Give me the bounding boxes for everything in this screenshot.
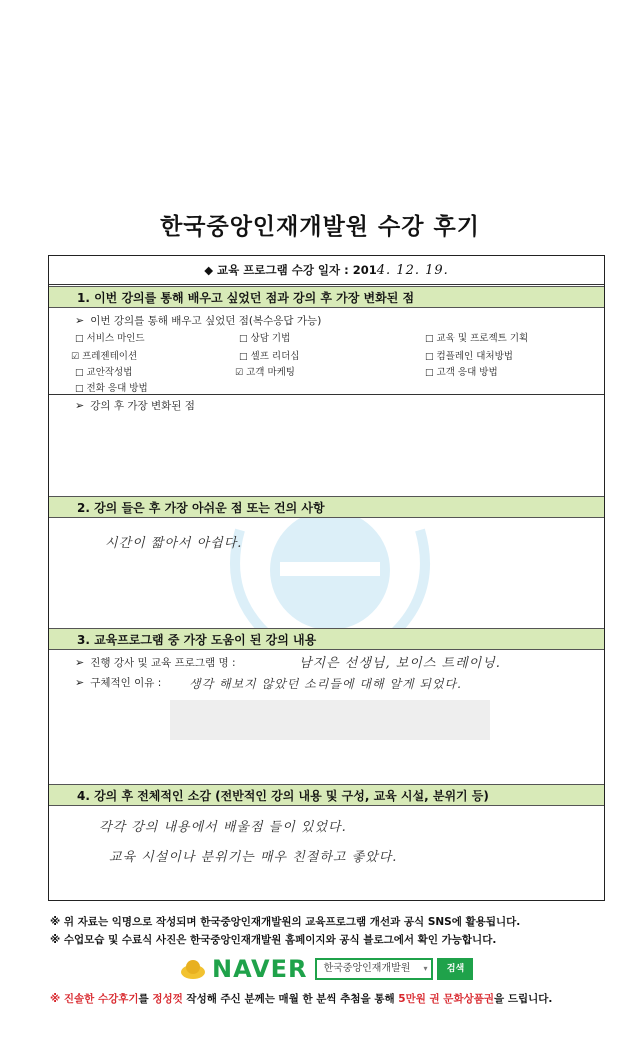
checkbox-icon: □ bbox=[425, 334, 434, 344]
section4-answer-line2: 교육 시설이나 분위기는 매우 친절하고 좋았다. bbox=[109, 850, 398, 865]
option-service-mind[interactable]: □ 서비스 마인드 bbox=[75, 333, 145, 344]
chevron-down-icon: ▾ bbox=[423, 964, 428, 973]
naver-search-input[interactable] bbox=[315, 958, 433, 980]
reason-answer: 생각 해보지 않았던 소리들에 대해 알게 되었다. bbox=[189, 677, 462, 691]
section1-sub1 bbox=[75, 313, 321, 328]
section3-instructor bbox=[75, 655, 236, 670]
option-customer-service[interactable]: □ 고객 응대 방법 bbox=[425, 367, 498, 378]
section3-heading: 3. 교육프로그램 중 가장 도움이 된 강의 내용 bbox=[49, 628, 604, 650]
section2-heading: 2. 강의 들은 후 가장 아쉬운 점 또는 건의 사항 bbox=[49, 496, 604, 518]
section1-sub2 bbox=[75, 398, 195, 413]
arrow-icon: ➢ bbox=[75, 314, 85, 327]
page-title: 한국중앙인재개발원 수강 후기 bbox=[160, 214, 480, 240]
footnote-photos: ※ 수업모습 및 수료식 사진은 한국중앙인재개발원 홈페이지와 공식 블로그에서 확인 가능합니다. bbox=[50, 934, 497, 946]
instructor-answer: 남지은 선생님, 보이스 트레이닝. bbox=[299, 656, 501, 671]
arrow-icon: ➢ bbox=[75, 399, 85, 412]
option-education-planning[interactable]: □ 교육 및 프로젝트 기획 bbox=[425, 333, 529, 344]
arrow-icon: ➢ bbox=[75, 676, 85, 689]
checkbox-icon: □ bbox=[75, 334, 84, 344]
naver-logo: NAVER bbox=[212, 955, 308, 983]
option-complaint[interactable]: □ 컴플레인 대처방법 bbox=[425, 351, 513, 362]
review-form bbox=[48, 255, 605, 901]
option-presentation[interactable]: ☑ 프레젠테이션 bbox=[71, 351, 138, 362]
instructor-label: 진행 강사 및 교육 프로그램 명 : bbox=[90, 657, 236, 669]
option-self-leadership[interactable]: □ 셀프 리더십 bbox=[239, 351, 300, 362]
checkbox-icon: □ bbox=[425, 352, 434, 362]
naver-search-bar bbox=[180, 955, 473, 983]
option-lesson-plan[interactable]: □ 교안작성법 bbox=[75, 367, 133, 378]
naver-search-button[interactable]: 검색 bbox=[437, 958, 473, 980]
reason-label: 구체적인 이유 : bbox=[90, 677, 162, 689]
course-date-row bbox=[49, 256, 604, 285]
option-customer-marketing[interactable]: ☑ 고객 마케팅 bbox=[235, 367, 295, 378]
checkmark-icon: ☑ bbox=[71, 352, 80, 362]
section4-heading: 4. 강의 후 전체적인 소감 (전반적인 강의 내용 및 구성, 교육 시설, 분위기 등) bbox=[49, 784, 604, 806]
naver-search-value: 한국중앙인재개발원 bbox=[323, 963, 411, 974]
divider bbox=[49, 394, 604, 395]
checkbox-icon: □ bbox=[239, 352, 248, 362]
arrow-icon: ➢ bbox=[75, 656, 85, 669]
section3-reason bbox=[75, 675, 161, 690]
section1-heading: 1. 이번 강의를 통해 배우고 싶었던 점과 강의 후 가장 변화된 점 bbox=[49, 286, 604, 308]
section4-answer-line1: 각각 강의 내용에서 배울점 들이 있었다. bbox=[99, 820, 347, 835]
checkbox-icon: □ bbox=[425, 368, 434, 378]
course-date-label: ◆ 교육 프로그램 수강 일자 : 201 bbox=[204, 263, 377, 277]
checkmark-icon: ☑ bbox=[235, 368, 244, 378]
course-date-value: 4. 12. 19. bbox=[376, 263, 449, 278]
section1-sub2-label: 강의 후 가장 변화된 점 bbox=[90, 400, 195, 412]
checkbox-icon: □ bbox=[75, 368, 84, 378]
checkbox-icon: □ bbox=[239, 334, 248, 344]
section2-answer: 시간이 짧아서 아쉽다. bbox=[105, 536, 243, 551]
option-counseling[interactable]: □ 상담 기법 bbox=[239, 333, 291, 344]
section1-sub1-label: 이번 강의를 통해 배우고 싶었던 점(복수응답 가능) bbox=[90, 315, 322, 327]
promo-notice: ※ 진솔한 수강후기를 정성껏 작성해 주신 분께는 매월 한 분씩 추첨을 통해 5만원 권 문화상품권을 드립니다. bbox=[50, 993, 553, 1005]
option-phone-service[interactable]: □ 전화 응대 방법 bbox=[75, 383, 148, 394]
checkbox-icon: □ bbox=[75, 384, 84, 394]
footnote-anonymity: ※ 위 자료는 익명으로 작성되며 한국중앙인재개발원의 교육프로그램 개선과 공식 SNS에 활용됩니다. bbox=[50, 916, 521, 928]
naver-mascot-icon bbox=[180, 958, 206, 980]
